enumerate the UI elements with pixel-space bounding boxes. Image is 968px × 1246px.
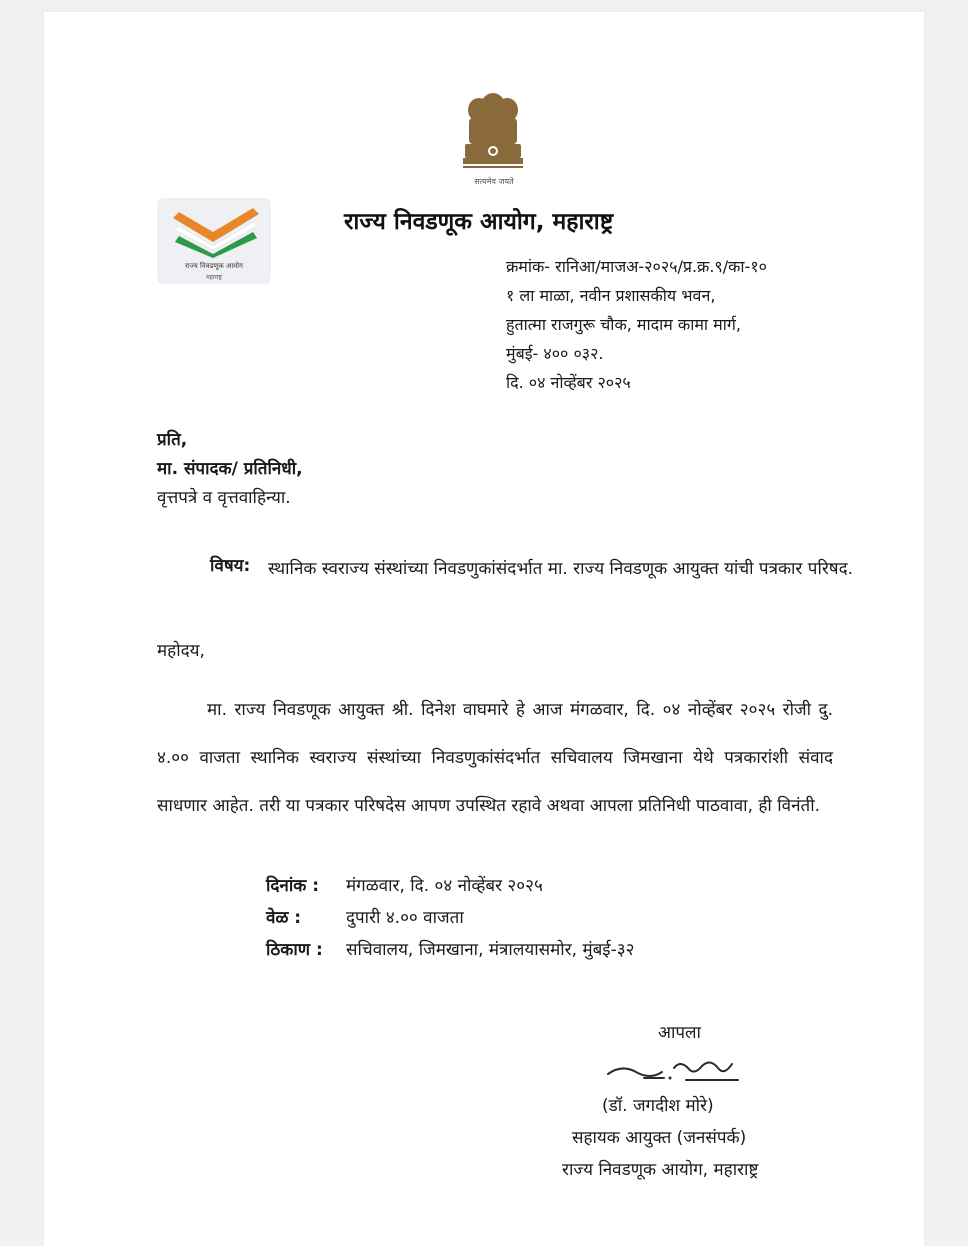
recipient-to: प्रति, xyxy=(157,430,188,450)
detail-row-date xyxy=(266,870,634,902)
signoff: आपला xyxy=(658,1023,701,1043)
recipient-addressee: मा. संपादक/ प्रतिनिधी, xyxy=(157,459,303,479)
reference-number: क्रमांक- रानिआ/माजअ-२०२५/प्र.क्र.९/का-१० xyxy=(506,257,767,276)
address-line: हुतात्मा राजगुरू चौक, मादाम कामा मार्ग, xyxy=(506,315,741,334)
tricolor-check-icon xyxy=(157,198,271,258)
logo-subtitle: महाराष्ट्र xyxy=(206,274,222,281)
salutation: महोदय, xyxy=(157,641,205,661)
recipient-media: वृत्तपत्रे व वृत्तवाहिन्या. xyxy=(157,488,291,508)
time-label: वेळ : xyxy=(266,908,302,928)
emblem-motto: सत्यमेव जयते xyxy=(474,177,514,186)
venue-value: सचिवालय, जिमखाना, मंत्रालयासमोर, मुंबई-३२ xyxy=(346,940,635,960)
logo-name: राज्य निवडणूक आयोग xyxy=(185,262,243,270)
signature-icon xyxy=(602,1050,752,1090)
signatory-org: राज्य निवडणूक आयोग, महाराष्ट्र xyxy=(562,1160,759,1180)
signatory-name: (डॉ. जगदीश मोरे) xyxy=(602,1096,714,1116)
detail-row-time xyxy=(266,902,634,934)
address-line: मुंबई- ४०० ०३२. xyxy=(506,344,604,363)
address-line: १ ला माळा, नवीन प्रशासकीय भवन, xyxy=(506,286,716,305)
sec-logo xyxy=(157,198,271,284)
letter-page xyxy=(44,12,924,1246)
reference-block xyxy=(506,252,767,397)
date-value: मंगळवार, दि. ०४ नोव्हेंबर २०२५ xyxy=(346,876,543,896)
body-paragraph: मा. राज्य निवडणूक आयुक्त श्री. दिनेश वाघमारे हे आज मंगळवार, दि. ०४ नोव्हेंबर २०२५ रोजी दु. ४.०० वाजता स्थानिक स्वराज्य संस्थांच्या निवडणुकांसंदर्भात सचिवालय जिमखाना येथे पत्रकारांशी संवाद साधणार आहेत. तरी या पत्रकार परिषदेस आपण उपस्थित रहावे अथवा आपला प्रतिनिधी पाठवावा, ही विनंती. xyxy=(157,700,833,816)
recipient-block xyxy=(157,426,303,513)
letter-date: दि. ०४ नोव्हेंबर २०२५ xyxy=(506,373,631,392)
signatory-designation: सहायक आयुक्त (जनसंपर्क) xyxy=(572,1128,747,1148)
date-label: दिनांक : xyxy=(266,876,320,896)
event-details xyxy=(266,870,634,966)
subject-text: स्थानिक स्वराज्य संस्थांच्या निवडणुकांसंदर्भात मा. राज्य निवडणूक आयुक्त यांची पत्रकार परिषद. xyxy=(268,559,854,579)
detail-row-venue xyxy=(266,934,634,966)
venue-label: ठिकाण : xyxy=(266,940,323,960)
org-title: राज्य निवडणूक आयोग, महाराष्ट्र xyxy=(344,209,614,235)
time-value: दुपारी ४.०० वाजता xyxy=(346,908,464,928)
subject-label: विषय: xyxy=(210,556,251,576)
signature-block xyxy=(562,1090,822,1186)
